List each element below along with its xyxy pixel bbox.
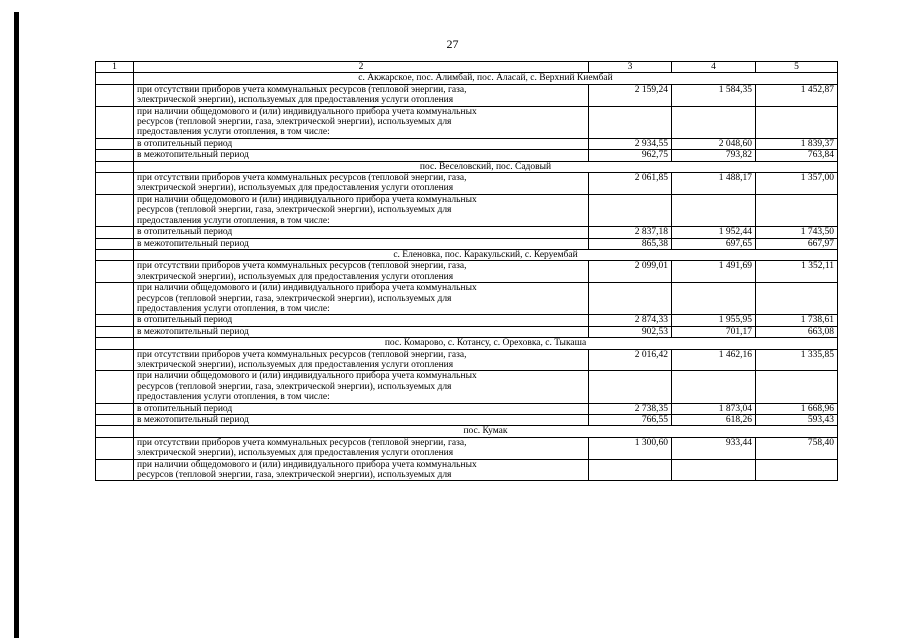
table-row [96, 371, 838, 403]
value-col-4 [672, 194, 756, 226]
row-index-cell [96, 173, 134, 195]
value-col-4: 793,82 [672, 150, 756, 161]
description-line: в межотопительный период [137, 415, 249, 425]
value-col-3: 2 099,01 [589, 261, 672, 283]
table-row [96, 227, 838, 238]
tariff-table [95, 61, 838, 481]
row-index-cell [96, 349, 134, 371]
description-line: в отопительный период [137, 315, 233, 326]
row-description [134, 415, 589, 426]
value-col-3 [589, 459, 672, 481]
row-index-cell [96, 194, 134, 226]
description-line: ресурсов (тепловой энергии, газа, электрической энергии), используемых для [137, 470, 452, 481]
value-col-5: 1 357,00 [756, 173, 838, 195]
column-number-row [96, 62, 838, 73]
row-index-cell [96, 238, 134, 249]
row-description [134, 326, 589, 337]
section-title: с. Акжарское, пос. Алимбай, пос. Аласай, с. Верхний Киембай [134, 73, 838, 84]
section-index-cell [96, 338, 134, 349]
value-col-3: 2 016,42 [589, 349, 672, 371]
value-col-5: 1 743,50 [756, 227, 838, 238]
value-col-4: 1 955,95 [672, 315, 756, 326]
description-line: в межотопительный период [137, 238, 249, 249]
table-row [96, 349, 838, 371]
description-line: при отсутствии приборов учета коммунальных ресурсов (тепловой энергии, газа, [137, 261, 467, 272]
table-row [96, 459, 838, 481]
description-line: при наличии общедомового и (или) индивидуального прибора учета коммунальных [137, 371, 477, 382]
value-col-3: 2 874,33 [589, 315, 672, 326]
description-line: в отопительный период [137, 227, 233, 238]
row-description [134, 349, 589, 371]
value-col-5 [756, 106, 838, 138]
row-description [134, 106, 589, 138]
value-col-3: 962,75 [589, 150, 672, 161]
description-line: электрической энергии), используемых для предоставления услуги отопления [137, 95, 454, 106]
row-index-cell [96, 283, 134, 315]
value-col-4 [672, 459, 756, 481]
row-index-cell [96, 415, 134, 426]
col-header-3: 3 [589, 62, 672, 73]
description-line: ресурсов (тепловой энергии, газа, электрической энергии), используемых для [137, 117, 452, 128]
row-index-cell [96, 326, 134, 337]
row-index-cell [96, 84, 134, 106]
description-line: предоставления услуги отопления, в том числе: [137, 215, 330, 226]
col-header-5: 5 [756, 62, 838, 73]
row-index-cell [96, 106, 134, 138]
description-line: при наличии общедомового и (или) индивидуального прибора учета коммунальных [137, 283, 477, 294]
page-edge-bar [14, 12, 19, 638]
section-header-row [96, 338, 838, 349]
section-index-cell [96, 249, 134, 260]
description-line: ресурсов (тепловой энергии, газа, электрической энергии), используемых для [137, 381, 452, 392]
row-description [134, 227, 589, 238]
value-col-3: 1 300,60 [589, 437, 672, 459]
row-description [134, 437, 589, 459]
value-col-4: 701,17 [672, 326, 756, 337]
description-line: в отопительный период [137, 138, 233, 149]
section-title: пос. Комарово, с. Котансу, с. Ореховка, с. Тыкаша [134, 338, 838, 349]
section-header-row [96, 73, 838, 84]
row-description [134, 150, 589, 161]
value-col-3: 865,38 [589, 238, 672, 249]
value-col-5: 758,40 [756, 437, 838, 459]
value-col-3 [589, 283, 672, 315]
value-col-3 [589, 194, 672, 226]
table-row [96, 437, 838, 459]
value-col-3: 766,55 [589, 415, 672, 426]
row-description [134, 403, 589, 414]
description-line: при наличии общедомового и (или) индивидуального прибора учета коммунальных [137, 194, 477, 205]
section-header-row [96, 249, 838, 260]
value-col-5: 667,97 [756, 238, 838, 249]
value-col-4: 618,26 [672, 415, 756, 426]
value-col-5: 763,84 [756, 150, 838, 161]
row-index-cell [96, 261, 134, 283]
value-col-5 [756, 283, 838, 315]
section-index-cell [96, 426, 134, 437]
value-col-5: 1 335,85 [756, 349, 838, 371]
description-line: ресурсов (тепловой энергии, газа, электрической энергии), используемых для [137, 205, 452, 216]
value-col-4: 1 488,17 [672, 173, 756, 195]
value-col-4: 1 584,35 [672, 84, 756, 106]
value-col-4 [672, 106, 756, 138]
value-col-3: 2 934,55 [589, 138, 672, 149]
section-title: с. Еленовка, пос. Каракульский, с. Керуембай [134, 249, 838, 260]
table-row [96, 261, 838, 283]
description-line: предоставления услуги отопления, в том числе: [137, 392, 330, 403]
table-row [96, 238, 838, 249]
table-row [96, 415, 838, 426]
value-col-3: 2 159,24 [589, 84, 672, 106]
row-description [134, 261, 589, 283]
description-line: при наличии общедомового и (или) индивидуального прибора учета коммунальных [137, 106, 477, 117]
row-index-cell [96, 371, 134, 403]
table-row [96, 315, 838, 326]
page-number: 27 [446, 37, 459, 51]
value-col-4: 1 491,69 [672, 261, 756, 283]
value-col-5 [756, 194, 838, 226]
value-col-5: 663,08 [756, 326, 838, 337]
row-description [134, 459, 589, 481]
table-row [96, 138, 838, 149]
description-line: в межотопительный период [137, 326, 249, 337]
value-col-4: 1 462,16 [672, 349, 756, 371]
value-col-3 [589, 106, 672, 138]
table-row [96, 194, 838, 226]
row-description [134, 173, 589, 195]
table-row [96, 84, 838, 106]
description-line: при отсутствии приборов учета коммунальных ресурсов (тепловой энергии, газа, [137, 349, 467, 360]
row-description [134, 84, 589, 106]
table-row [96, 173, 838, 195]
section-header-row [96, 426, 838, 437]
row-description [134, 194, 589, 226]
value-col-4: 697,65 [672, 238, 756, 249]
tariff-table-body [96, 62, 838, 481]
value-col-3: 902,53 [589, 326, 672, 337]
description-line: предоставления услуги отопления, в том числе: [137, 303, 330, 314]
row-description [134, 238, 589, 249]
value-col-3: 2 837,18 [589, 227, 672, 238]
section-index-cell [96, 73, 134, 84]
value-col-5: 593,43 [756, 415, 838, 426]
table-row [96, 150, 838, 161]
row-index-cell [96, 150, 134, 161]
value-col-5: 1 668,96 [756, 403, 838, 414]
value-col-5 [756, 371, 838, 403]
value-col-5: 1 738,61 [756, 315, 838, 326]
description-line: при наличии общедомового и (или) индивидуального прибора учета коммунальных [137, 459, 477, 470]
description-line: предоставления услуги отопления, в том числе: [137, 127, 330, 138]
row-index-cell [96, 227, 134, 238]
row-index-cell [96, 315, 134, 326]
col-header-1: 1 [96, 62, 134, 73]
value-col-4: 1 873,04 [672, 403, 756, 414]
description-line: электрической энергии), используемых для предоставления услуги отопления [137, 183, 454, 194]
description-line: электрической энергии), используемых для предоставления услуги отопления [137, 271, 454, 282]
table-row [96, 106, 838, 138]
row-description [134, 138, 589, 149]
col-header-2: 2 [134, 62, 589, 73]
description-line: при отсутствии приборов учета коммунальных ресурсов (тепловой энергии, газа, [137, 437, 467, 448]
description-line: при отсутствии приборов учета коммунальных ресурсов (тепловой энергии, газа, [137, 84, 467, 95]
table-row [96, 403, 838, 414]
row-description [134, 283, 589, 315]
section-title: пос. Веселовский, пос. Садовый [134, 161, 838, 172]
value-col-4: 1 952,44 [672, 227, 756, 238]
description-line: в межотопительный период [137, 150, 249, 161]
value-col-3: 2 061,85 [589, 173, 672, 195]
row-index-cell [96, 459, 134, 481]
description-line: в отопительный период [137, 403, 233, 414]
row-description [134, 371, 589, 403]
value-col-4 [672, 371, 756, 403]
col-header-4: 4 [672, 62, 756, 73]
table-row [96, 326, 838, 337]
value-col-4: 933,44 [672, 437, 756, 459]
value-col-3: 2 738,35 [589, 403, 672, 414]
value-col-4 [672, 283, 756, 315]
section-title: пос. Кумак [134, 426, 838, 437]
value-col-3 [589, 371, 672, 403]
row-index-cell [96, 437, 134, 459]
row-index-cell [96, 403, 134, 414]
description-line: электрической энергии), используемых для предоставления услуги отопления [137, 448, 454, 459]
value-col-5: 1 452,87 [756, 84, 838, 106]
table-row [96, 283, 838, 315]
description-line: ресурсов (тепловой энергии, газа, электрической энергии), используемых для [137, 293, 452, 304]
value-col-4: 2 048,60 [672, 138, 756, 149]
section-header-row [96, 161, 838, 172]
description-line: при отсутствии приборов учета коммунальных ресурсов (тепловой энергии, газа, [137, 173, 467, 184]
row-index-cell [96, 138, 134, 149]
value-col-5: 1 352,11 [756, 261, 838, 283]
row-description [134, 315, 589, 326]
description-line: электрической энергии), используемых для предоставления услуги отопления [137, 359, 454, 370]
section-index-cell [96, 161, 134, 172]
value-col-5 [756, 459, 838, 481]
value-col-5: 1 839,37 [756, 138, 838, 149]
